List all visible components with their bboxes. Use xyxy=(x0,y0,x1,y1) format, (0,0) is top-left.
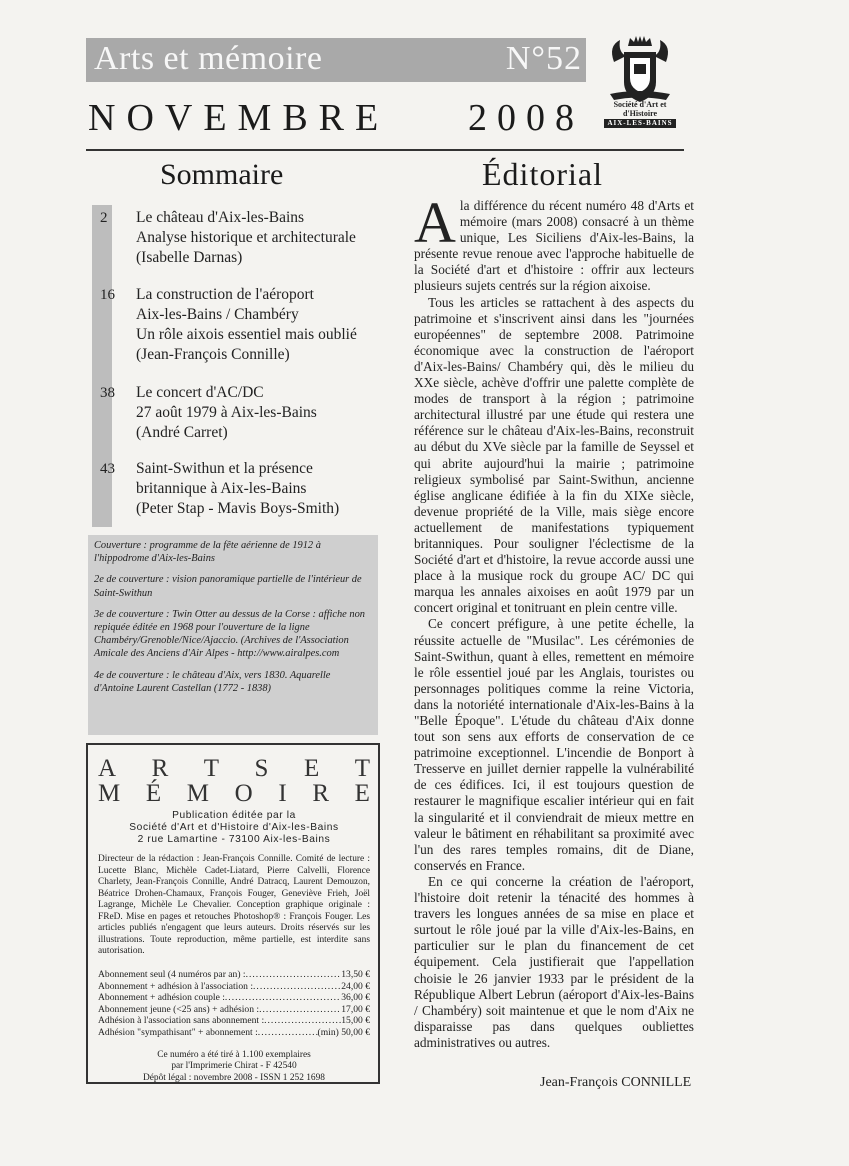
letter: R xyxy=(151,755,169,782)
publisher-line: Société d'Art et d'Histoire d'Aix-les-Bains xyxy=(129,822,339,833)
letter: I xyxy=(278,780,287,807)
subscription-row xyxy=(98,1027,370,1039)
issue-year: 2008 xyxy=(468,97,584,139)
subscription-label: Adhésion "sympathisant" + abonnement : xyxy=(98,1026,258,1038)
subscription-label: Adhésion à l'association sans abonnement : xyxy=(98,1015,265,1027)
editorial-paragraph: Tous les articles se rattachent à des aspects du patrimoine et s'inscrivent ainsi dans les "journées européennes" de septembre 2008. Patrimoine économique avec la construction de l'aéroport d'Aix-les-Bains/ Chambéry qui, dès le milieu du XXe siècle, achève d'offrir une palette complète de modes de transport à la région ; patrimoine architectural illustré par une étude qui restera une référence sur le château d'Aix-les-Bains, reconstruit au début du XVe siècle par la famille de Seyssel et qui abrite aujourd'hui la mairie ; patrimoine religieux symbolisé par Saint-Swithun, ancienne église anglicane édifiée à la fin du XIXe siècle, devenue propriété de la Ville, mais siège encore actuellement de manifestations typiquement britanniques. Pour souligner l'éclectisme de la Société d'art et d'histoire, la revue accorde aussi une place à la musique rock du groupe AC/ DC qui marqua les annales aixoises en août 1979 par un concert original et tonitruant en plein centre ville. xyxy=(414,294,694,616)
toc-page-number: 38 xyxy=(100,385,115,401)
print-info xyxy=(94,1050,374,1084)
print-line: Ce numéro a été tiré à 1.100 exemplaires xyxy=(157,1050,311,1060)
cover-credit: 2e de couverture : vision panoramique partielle de l'intérieur de Saint-Swithun xyxy=(94,574,362,599)
subscription-label: Abonnement jeune (<25 ans) + adhésion : xyxy=(98,1003,260,1015)
toc-line: Un rôle aixois essentiel mais oublié xyxy=(136,326,357,343)
header-rule xyxy=(86,149,684,151)
subscription-price: 24,00 € xyxy=(341,980,370,992)
subscription-price: 13,50 € xyxy=(341,969,370,980)
subscription-row xyxy=(98,992,370,1004)
editorial-paragraph xyxy=(414,190,694,295)
toc-page-number: 2 xyxy=(100,210,108,226)
issue-month: NOVEMBRE xyxy=(88,97,390,139)
toc-line: britannique à Aix-les-Bains xyxy=(136,480,307,497)
toc-line: (Peter Stap - Mavis Boys-Smith) xyxy=(136,500,340,517)
editorial-heading: Éditorial xyxy=(482,156,603,192)
subscription-row xyxy=(98,981,370,993)
toc-line: Aix-les-Bains / Chambéry xyxy=(136,306,299,323)
masthead-wordmark-row-1 xyxy=(98,755,370,783)
publisher-info xyxy=(94,810,374,846)
masthead-wordmark-row-2 xyxy=(98,780,370,808)
toc-line: Le château d'Aix-les-Bains xyxy=(136,209,305,226)
masthead-box xyxy=(86,743,380,1084)
letter: E xyxy=(354,780,370,807)
logo-line-1: Société d'Art et d'Histoire xyxy=(613,100,667,118)
toc-line: 27 août 1979 à Aix-les-Bains xyxy=(136,404,317,421)
letter: M xyxy=(186,780,210,807)
subscription-row xyxy=(98,969,370,981)
letter: M xyxy=(98,780,121,807)
letter: É xyxy=(145,780,162,807)
toc-line: (Jean-François Connille) xyxy=(136,346,290,363)
cover-credit: Couverture : programme de la fête aérienne de 1912 à l'hippodrome d'Aix-les-Bains xyxy=(94,540,321,565)
subscription-label: Abonnement + adhésion couple : xyxy=(98,992,225,1004)
subscription-price: 36,00 € xyxy=(341,992,370,1004)
editorial-paragraph: En ce qui concerne la création de l'aéroport, l'histoire doit retenir la ténacité des hommes à travers les longues années de sa mise en place et surtout le rôle joué par la ville d'Aix-les-Bains, en particulier sur le plan du financement de cet équipement. Cela justifierait que l'appellation choisie le 26 janvier 1933 par le président de la République Albert Lebrun (aéroport d'Aix-les-Bains / Chambéry) soit maintenue et que le nom d'Aix ne disparaisse pas dans quelques oubliettes administratives ou autres. xyxy=(414,873,694,1050)
editorial-text: la différence du récent numéro 48 d'Arts et mémoire (mars 2008) consacré à un thème unique, Les Siciliens d'Aix-les-Bains, la présente revue renoue avec l'approche habituelle de la Société d'art et d'histoire : offrir aux lecteurs plusieurs sujets centrés sur la région aixoise. xyxy=(414,198,694,294)
editorial-body xyxy=(414,190,694,1051)
cover-credit: 3e de couverture : Twin Otter au dessus de la Corse : affiche non repiquée éditée en 1968 pour l'ouverture de la ligne Chambéry/Grenoble/Nice/Ajaccio. (Archives de l'Association Amicale des Anciens d'Air Alpes - http://www.airalpes.com xyxy=(94,608,365,660)
toc-page-number: 16 xyxy=(100,287,115,303)
cover-credits xyxy=(88,535,378,735)
toc-line: (Isabelle Darnas) xyxy=(136,249,243,266)
editorial-signature: Jean-François CONNILLE xyxy=(540,1075,692,1090)
title-band xyxy=(86,38,586,82)
subscription-row xyxy=(98,1004,370,1016)
journal-title: Arts et mémoire xyxy=(94,40,323,77)
subscription-label: Abonnement seul (4 numéros par an) : xyxy=(98,969,246,980)
print-line: par l'Imprimerie Chirat - F 42540 xyxy=(171,1061,297,1072)
toc-line: Le concert d'AC/DC xyxy=(136,384,264,401)
subscription-label: Abonnement + adhésion à l'association : xyxy=(98,980,254,992)
print-line: Dépôt légal : novembre 2008 - ISSN 1 252 1698 xyxy=(142,1072,325,1083)
letter: R xyxy=(312,780,330,807)
subscription-price: 15,00 € xyxy=(341,1015,370,1027)
issue-number: N°52 xyxy=(505,40,582,77)
toc-line: La construction de l'aéroport xyxy=(136,286,314,303)
subscription-row xyxy=(98,1015,370,1027)
subscription-price: 17,00 € xyxy=(341,1003,370,1015)
logo-line-2: AIX-LES-BAINS xyxy=(604,119,676,128)
toc-line: (André Carret) xyxy=(136,424,228,441)
letter: O xyxy=(234,780,253,807)
drop-cap: A xyxy=(414,190,456,255)
letter: T xyxy=(203,755,220,782)
sommaire-heading: Sommaire xyxy=(160,158,284,191)
editorial-staff: Directeur de la rédaction : Jean-François Connille. Comité de lecture : Lucette Blanc, Michèle Cadet-Liatard, Pierre Calvelli, Florence Charlety, Jean-François Connille, André Datracq, Laurent Demouzon, Béatrice Drohen-Chamaux, François Fouger, Geneviève Frieh, Joël Lagrange, Michèle Le Chevalier. Conception graphique originale : FReD. Mise en pages et retouches Photoshop® : François Fouger. Les articles publiés n'engagent que leurs auteurs. Droits réservés sur les illustrations. Toute reproduction, même partielle, est interdite sans autorisation. xyxy=(98,854,370,956)
toc-line: Analyse historique et architecturale xyxy=(136,229,356,246)
toc-line: Saint-Swithun et la présence xyxy=(136,460,313,477)
cover-credit: 4e de couverture : le château d'Aix, vers 1830. Aquarelle d'Antoine Laurent Castellan (1772 - 1838) xyxy=(94,669,331,694)
letter: A xyxy=(98,755,117,782)
letter: E xyxy=(303,755,320,782)
subscription-price: (min) 50,00 € xyxy=(317,1026,370,1038)
logo-caption xyxy=(604,100,676,128)
letter: T xyxy=(354,755,370,782)
editorial-paragraph: Ce concert préfigure, à une petite échelle, la réussite actuelle de "Musilac". Les cérémonies de Saint-Swithun, quant à elles, remettent en mémoire le rôle essentiel joué par les Anglais, touristes ou personnages politiques comme la reine Victoria, dans la notoriété internationale d'Aix-les-Bains à la "Belle Époque". L'étude du château d'Aix donne tout son sens aux efforts de conservation de ce patrimoine exceptionnel. L'incendie de Bonport à Tresserve en juillet dernier rappelle la vulnérabilité de ces édifices. Ici, il est toujours question de restaurer le magnifique escalier intérieur qui en fait la singularité et il conviendrait de mieux mettre en valeur le bâtiment en réhabilitant sa proximité avec l'un des rares temples romains, dit de Diane, conservés en France. xyxy=(414,616,694,873)
letter: S xyxy=(254,755,269,782)
subscription-list xyxy=(98,969,370,1039)
publisher-line: Publication éditée par la xyxy=(172,810,296,821)
publisher-line: 2 rue Lamartine - 73100 Aix-les-Bains xyxy=(137,834,331,845)
toc-page-number: 43 xyxy=(100,461,115,477)
